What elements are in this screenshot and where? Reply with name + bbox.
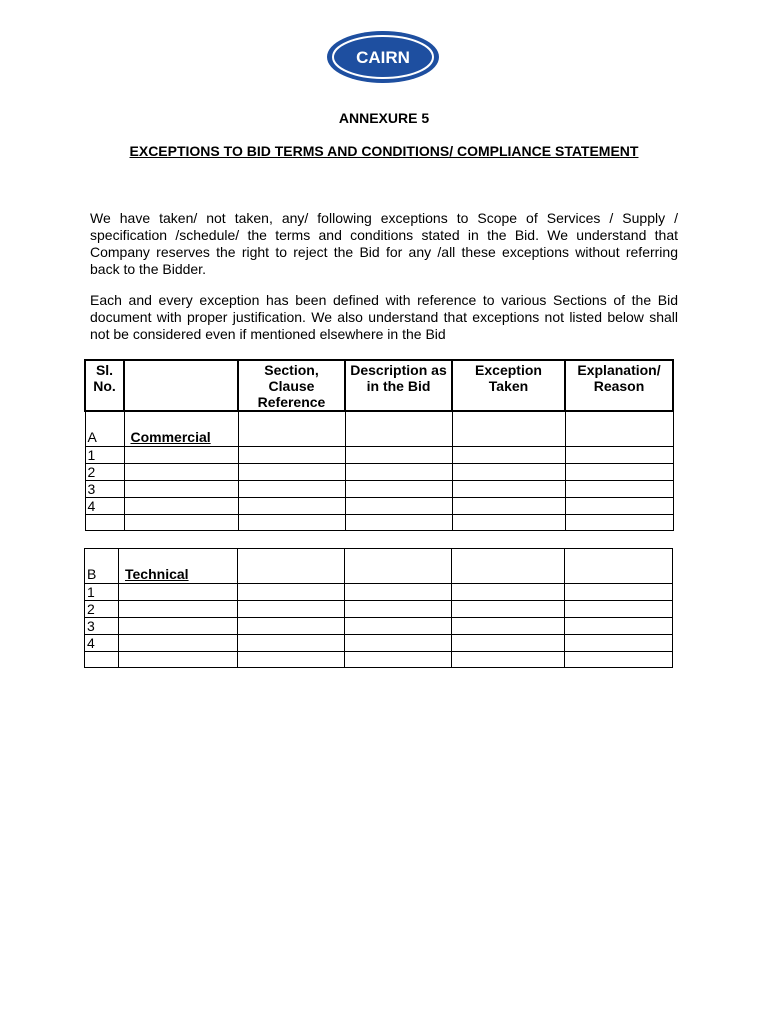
annexure-heading: ANNEXURE 5 — [338, 110, 430, 126]
table-row — [85, 464, 673, 481]
table-row — [85, 601, 673, 618]
table-cell[interactable] — [238, 584, 345, 601]
table-cell[interactable] — [119, 635, 238, 652]
table-cell[interactable] — [565, 464, 673, 481]
table-cell[interactable] — [345, 411, 452, 447]
table-cell[interactable] — [119, 652, 238, 668]
document-title: EXCEPTIONS TO BID TERMS AND CONDITIONS/ COMPLIANCE STATEMENT — [129, 143, 639, 159]
table-cell[interactable] — [124, 498, 238, 515]
cairn-logo — [326, 30, 440, 84]
section-name: Commercial — [124, 411, 238, 447]
table-cell[interactable] — [565, 618, 673, 635]
table-cell[interactable] — [565, 584, 673, 601]
table-cell[interactable] — [124, 447, 238, 464]
table-row — [85, 584, 673, 601]
table-cell[interactable] — [238, 601, 345, 618]
row-number — [85, 652, 119, 668]
table-cell[interactable] — [119, 584, 238, 601]
table-cell[interactable] — [565, 481, 673, 498]
row-number: 3 — [85, 481, 124, 498]
table-cell[interactable] — [565, 652, 673, 668]
section-row-technical — [85, 549, 673, 584]
row-number: 1 — [85, 584, 119, 601]
row-number: 2 — [85, 601, 119, 618]
table-cell[interactable] — [565, 601, 673, 618]
table-cell[interactable] — [238, 498, 345, 515]
table-cell[interactable] — [452, 447, 565, 464]
table-cell[interactable] — [452, 515, 565, 531]
table-cell[interactable] — [124, 481, 238, 498]
col-header-blank — [124, 360, 238, 411]
table-cell[interactable] — [452, 549, 565, 584]
commercial-table — [84, 359, 674, 531]
table-cell[interactable] — [452, 601, 565, 618]
table-row — [85, 481, 673, 498]
paragraph-justification: Each and every exception has been defined with reference to various Sections of the Bid document with proper justification. We also understand that exceptions not listed below shall not be considered even if mentioned elsewhere in the Bid — [90, 292, 678, 342]
table-row — [85, 515, 673, 531]
table-row — [85, 618, 673, 635]
table-cell[interactable] — [345, 601, 452, 618]
table-row — [85, 635, 673, 652]
table-cell[interactable] — [565, 447, 673, 464]
table-cell[interactable] — [345, 447, 452, 464]
table-cell[interactable] — [119, 618, 238, 635]
table-cell[interactable] — [238, 447, 345, 464]
table-cell[interactable] — [565, 549, 673, 584]
table-cell[interactable] — [345, 635, 452, 652]
table-row — [85, 652, 673, 668]
table-row — [85, 447, 673, 464]
table-cell[interactable] — [238, 464, 345, 481]
logo-text: CAIRN — [356, 48, 410, 67]
table-cell[interactable] — [565, 498, 673, 515]
table-cell[interactable] — [565, 411, 673, 447]
table-cell[interactable] — [452, 652, 565, 668]
table-row — [85, 498, 673, 515]
col-header-exception: Exception Taken — [452, 360, 565, 411]
table-cell[interactable] — [452, 464, 565, 481]
table-cell[interactable] — [452, 635, 565, 652]
col-header-description: Description as in the Bid — [345, 360, 452, 411]
col-header-explanation: Explanation/ Reason — [565, 360, 673, 411]
table-cell[interactable] — [452, 584, 565, 601]
col-header-sl-no: Sl. No. — [85, 360, 124, 411]
table-cell[interactable] — [565, 635, 673, 652]
col-header-section-clause: Section, Clause Reference — [238, 360, 345, 411]
row-number: 3 — [85, 618, 119, 635]
table-cell[interactable] — [345, 498, 452, 515]
table-cell[interactable] — [345, 652, 452, 668]
table-cell[interactable] — [452, 411, 565, 447]
table-cell[interactable] — [345, 618, 452, 635]
table-cell[interactable] — [238, 618, 345, 635]
table-cell[interactable] — [238, 411, 345, 447]
row-number: 2 — [85, 464, 124, 481]
table-cell[interactable] — [345, 481, 452, 498]
technical-table — [84, 548, 673, 668]
table-cell[interactable] — [565, 515, 673, 531]
table-cell[interactable] — [452, 618, 565, 635]
table-cell[interactable] — [119, 601, 238, 618]
table-cell[interactable] — [238, 652, 345, 668]
row-number — [85, 515, 124, 531]
table-cell[interactable] — [238, 481, 345, 498]
table-cell[interactable] — [238, 635, 345, 652]
section-code: B — [85, 549, 119, 584]
row-number: 1 — [85, 447, 124, 464]
table-cell[interactable] — [345, 515, 452, 531]
table-cell[interactable] — [345, 584, 452, 601]
row-number: 4 — [85, 635, 119, 652]
table-header-row — [85, 360, 673, 411]
table-cell[interactable] — [238, 515, 345, 531]
table-cell[interactable] — [345, 549, 452, 584]
table-cell[interactable] — [452, 498, 565, 515]
table-cell[interactable] — [124, 515, 238, 531]
section-row-commercial — [85, 411, 673, 447]
row-number: 4 — [85, 498, 124, 515]
table-cell[interactable] — [345, 464, 452, 481]
section-code: A — [85, 411, 124, 447]
paragraph-exceptions: We have taken/ not taken, any/ following exceptions to Scope of Services / Supply / specification /schedule/ the terms and conditions stated in the Bid. We understand that Company reserves the right to reject the Bid for any /all these exceptions without referring back to the Bidder. — [90, 210, 678, 277]
table-cell[interactable] — [452, 481, 565, 498]
section-name: Technical — [119, 549, 238, 584]
table-cell[interactable] — [238, 549, 345, 584]
table-cell[interactable] — [124, 464, 238, 481]
